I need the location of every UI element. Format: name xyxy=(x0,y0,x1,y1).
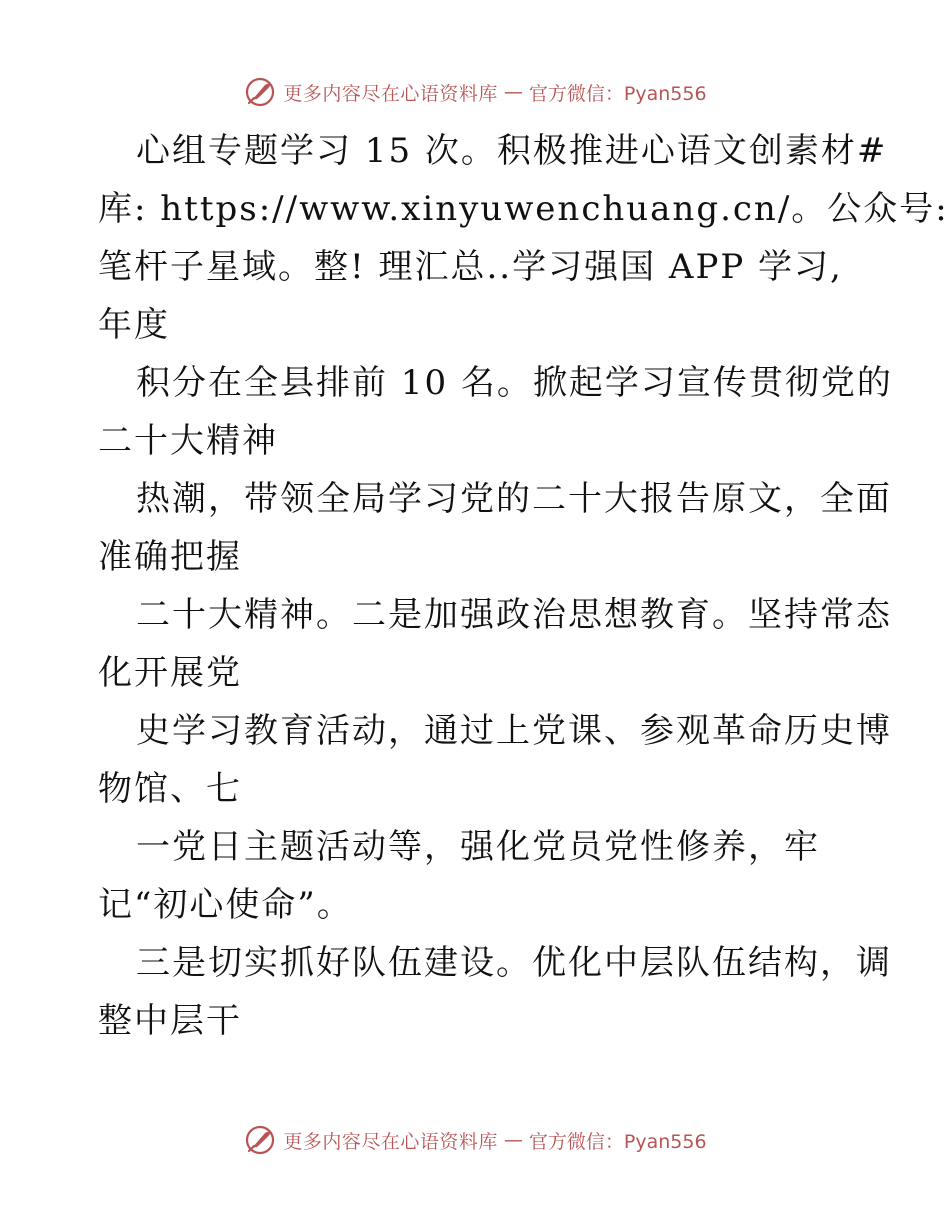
text-line: 记“初心使命”。 xyxy=(98,885,353,925)
text-line: 物馆、七 xyxy=(98,769,242,809)
quill-pen-logo-icon xyxy=(243,75,277,109)
text-line: 整中层干 xyxy=(98,1001,242,1041)
text-line: 史学习教育活动，通过上党课、参观革命历史博 xyxy=(136,711,892,751)
text-line: 一党日主题活动等，强化党员党性修养，牢 xyxy=(136,827,820,867)
text-line: 心组专题学习 15 次。积极推进心语文创素材# xyxy=(136,131,888,171)
text-line: 二十大精神 xyxy=(98,421,278,461)
text-line: 笔杆子星域。整! 理汇总..学习强国 APP 学习, xyxy=(98,247,843,287)
footer-banner xyxy=(0,1120,950,1160)
text-line: 二十大精神。二是加强政治思想教育。坚持常态 xyxy=(136,595,892,635)
banner-wechat: 官方微信：Pyan556 xyxy=(528,1130,707,1153)
text-line: 库: https://www.xinyuwenchuang.cn/。公众号: xyxy=(98,189,949,229)
document-body xyxy=(98,122,949,1050)
quill-pen-logo-icon xyxy=(243,1123,277,1157)
text-line: 积分在全县排前 10 名。掀起学习宣传贯彻党的 xyxy=(136,363,893,403)
header-banner xyxy=(0,72,950,112)
banner-separator: — xyxy=(503,1129,523,1151)
text-line: 准确把握 xyxy=(98,537,242,577)
text-line: 年度 xyxy=(98,305,170,345)
text-line: 三是切实抓好队伍建设。优化中层队伍结构，调 xyxy=(136,943,892,983)
banner-title: 更多内容尽在心语资料库 xyxy=(283,82,498,105)
banner-title: 更多内容尽在心语资料库 xyxy=(283,1130,498,1153)
text-line: 热潮，带领全局学习党的二十大报告原文，全面 xyxy=(136,479,892,519)
text-line: 化开展党 xyxy=(98,653,242,693)
banner-separator: — xyxy=(503,81,523,103)
banner-wechat: 官方微信：Pyan556 xyxy=(528,82,707,105)
